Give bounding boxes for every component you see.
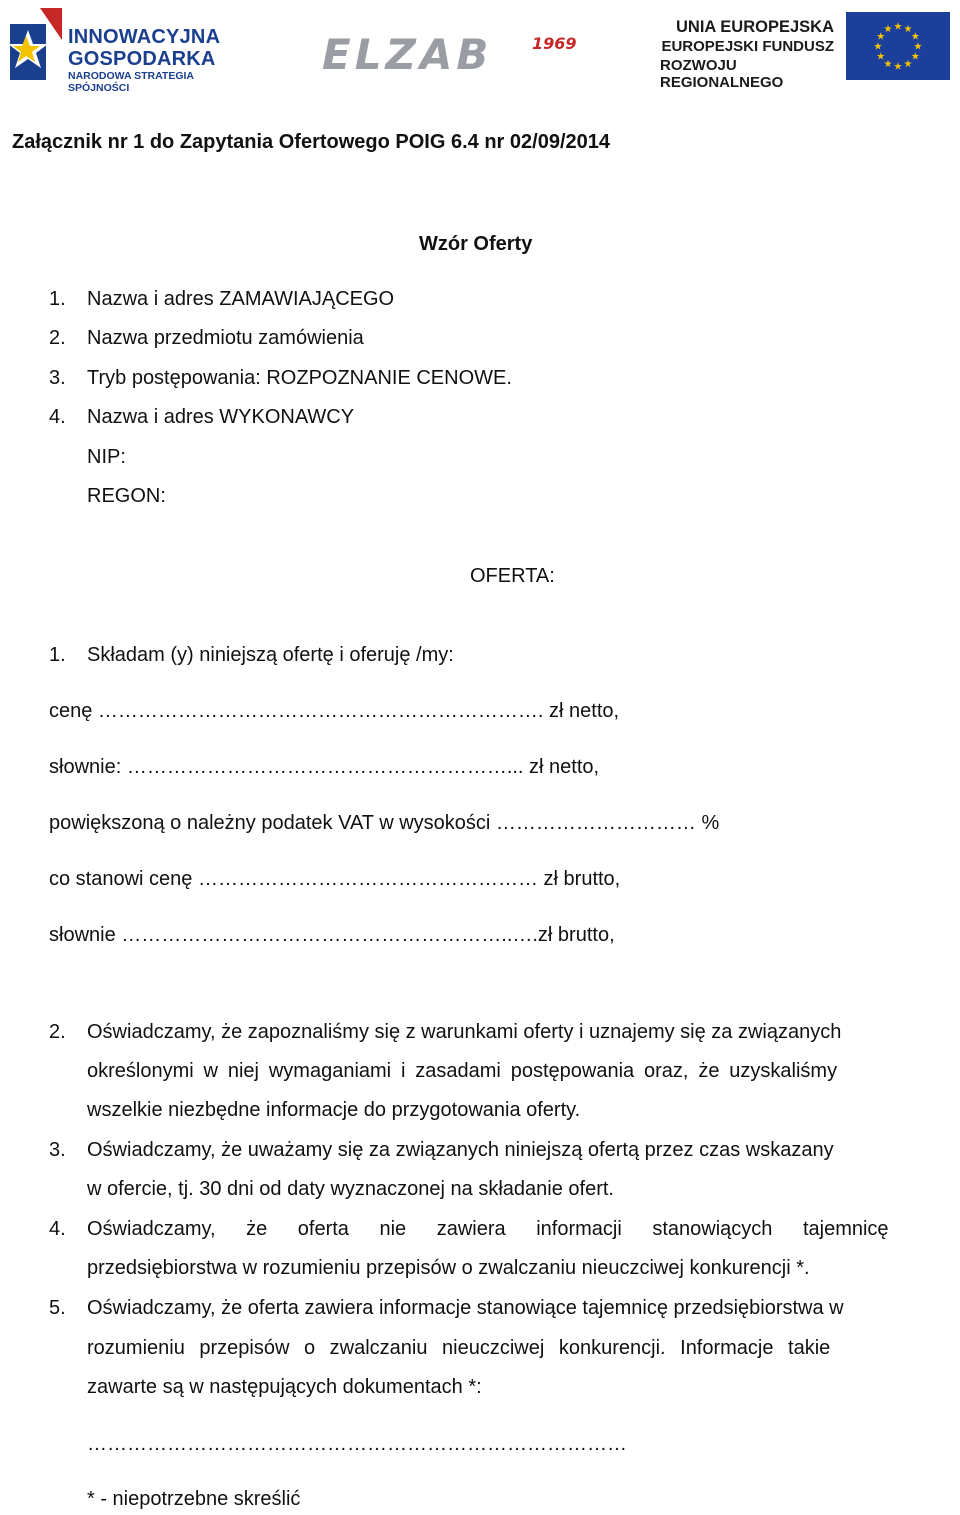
eu-star-icon: ★ bbox=[903, 24, 913, 36]
info-list-item: Tryb postępowania: ROZPOZNANIE CENOWE. bbox=[87, 367, 512, 389]
declaration-line: Oświadczamy, że oferta nie zawiera informacji stanowiących tajemnicę bbox=[87, 1218, 889, 1240]
declaration-line: przedsiębiorstwa w rozumieniu przepisów o zwalczaniu nieuczciwej konkurencji *. bbox=[87, 1257, 810, 1279]
eu-star-icon: ★ bbox=[876, 31, 886, 43]
eu-star-icon: ★ bbox=[883, 58, 893, 70]
form-title: Wzór Oferty bbox=[419, 233, 533, 255]
regon-label: REGON: bbox=[87, 485, 166, 507]
footnote: * - niepotrzebne skreślić bbox=[87, 1488, 301, 1510]
logo-text: INNOWACYJNA bbox=[68, 26, 221, 48]
price-net-line: cenę …………………………………………………………. zł netto, bbox=[49, 700, 620, 722]
nip-label: NIP: bbox=[87, 446, 126, 468]
innowacyjna-gospodarka-logo bbox=[6, 6, 236, 94]
info-list-number: 4. bbox=[49, 406, 66, 428]
declaration-number: 3. bbox=[49, 1139, 66, 1161]
declaration-line: określonymi w niej wymaganiami i zasadami postępowania oraz, że uzyskaliśmy bbox=[87, 1060, 838, 1082]
logo-text: NARODOWA STRATEGIA SPÓJNOŚCI bbox=[68, 70, 194, 94]
info-list-number: 1. bbox=[49, 288, 66, 310]
logo-text: GOSPODARKA bbox=[68, 48, 216, 70]
vat-line: powiększoną o należny podatek VAT w wysokości ………………………… % bbox=[49, 812, 720, 834]
eu-star-icon: ★ bbox=[910, 31, 920, 43]
price-net-words-line: słownie: …………………………………………………... zł netto, bbox=[49, 756, 600, 778]
offer-heading: OFERTA: bbox=[470, 565, 555, 587]
declaration-number: 5. bbox=[49, 1297, 66, 1319]
eu-star-icon: ★ bbox=[873, 41, 883, 53]
info-list-item: Nazwa i adres WYKONAWCY bbox=[87, 406, 355, 428]
eu-star-icon: ★ bbox=[893, 21, 903, 33]
info-list-number: 2. bbox=[49, 327, 66, 349]
declaration-line: Oświadczamy, że zapoznaliśmy się z warunkami oferty i uznajemy się za związanych bbox=[87, 1021, 842, 1043]
eu-star-icon: ★ bbox=[876, 51, 886, 63]
eu-star-icon: ★ bbox=[893, 61, 903, 73]
logo-text: ELZAB bbox=[322, 30, 493, 79]
offer-intro: Składam (y) niniejszą ofertę i oferuję /my: bbox=[87, 644, 454, 666]
eu-flag-icon bbox=[846, 12, 950, 80]
declaration-line: Oświadczamy, że uważamy się za związanych niniejszą ofertą przez czas wskazany bbox=[87, 1139, 834, 1161]
info-list-item: Nazwa przedmiotu zamówienia bbox=[87, 327, 364, 349]
info-list-item: Nazwa i adres ZAMAWIAJĄCEGO bbox=[87, 288, 395, 310]
eu-star-icon: ★ bbox=[910, 51, 920, 63]
price-gross-line: co stanowi cenę …………………………………………… zł brutto, bbox=[49, 868, 621, 890]
logo-text: ROZWOJU REGIONALNEGO bbox=[660, 57, 784, 91]
eu-logo bbox=[660, 12, 950, 91]
elzab-logo bbox=[322, 30, 592, 84]
logo-text: UNIA EUROPEJSKA bbox=[676, 18, 834, 36]
declaration-line: Oświadczamy, że oferta zawiera informacje stanowiące tajemnicę przedsiębiorstwa w bbox=[87, 1297, 844, 1319]
declaration-number: 4. bbox=[49, 1218, 66, 1240]
attachment-title: Załącznik nr 1 do Zapytania Ofertowego POIG 6.4 nr 02/09/2014 bbox=[12, 131, 610, 153]
eu-star-icon: ★ bbox=[913, 41, 923, 53]
innowacyjna-star-icon bbox=[6, 6, 64, 82]
declaration-line: w ofercie, tj. 30 dni od daty wyznaczonej na składanie ofert. bbox=[87, 1178, 614, 1200]
declaration-line: wszelkie niezbędne informacje do przygotowania oferty. bbox=[87, 1099, 581, 1121]
offer-intro-number: 1. bbox=[49, 644, 66, 666]
declaration-number: 2. bbox=[49, 1021, 66, 1043]
dots-line: ……………………………………………………………………… bbox=[87, 1433, 627, 1455]
eu-star-icon: ★ bbox=[883, 24, 893, 36]
logo-text: EUROPEJSKI FUNDUSZ bbox=[661, 38, 834, 55]
logo-year: 1969 bbox=[532, 34, 577, 53]
info-list-number: 3. bbox=[49, 367, 66, 389]
eu-star-icon: ★ bbox=[903, 58, 913, 70]
declaration-line: zawarte są w następujących dokumentach *: bbox=[87, 1376, 482, 1398]
price-gross-words-line: słownie …………………………………………………..….zł brutto, bbox=[49, 924, 615, 946]
declaration-line: rozumieniu przepisów o zwalczaniu nieuczciwej konkurencji. Informacje takie bbox=[87, 1337, 831, 1359]
